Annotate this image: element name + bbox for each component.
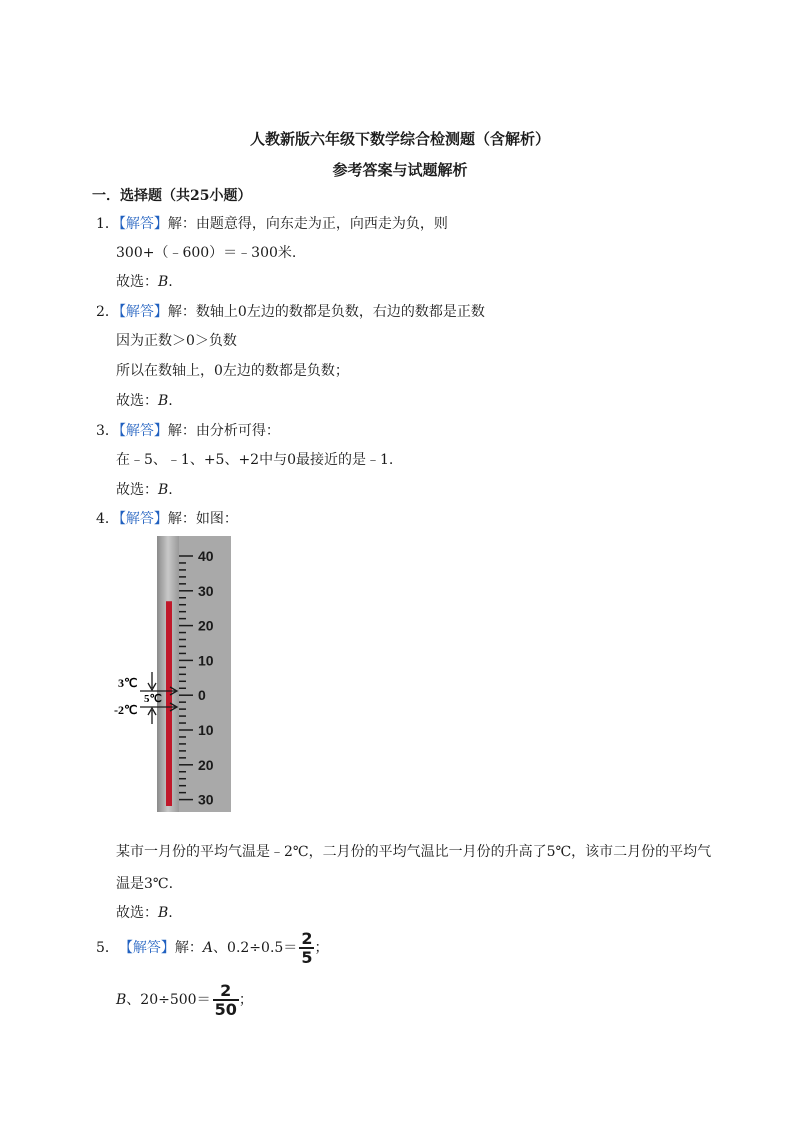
answer-choice: 故选：B. xyxy=(116,274,173,290)
fraction-a: $\frac{2}{5}$ xyxy=(301,929,313,967)
thermometer-figure xyxy=(110,534,235,814)
question-2 xyxy=(96,302,485,322)
answer-choice: 故选：B. xyxy=(116,905,173,921)
question-number: 3． xyxy=(96,423,119,439)
answer-line: 300+（﹣600）＝﹣300米. xyxy=(116,245,297,261)
tick-label: 10 xyxy=(198,722,214,738)
document-subtitle: 参考答案与试题解析 xyxy=(332,161,468,179)
question-5: 5． 【解答】 解： A 、0.2÷0.5＝ $\frac{2}{5}$ ； xyxy=(96,929,329,967)
answer-line: 在﹣5、﹣1、+5、+2中与0最接近的是﹣1. xyxy=(116,452,394,468)
answer-tag: 【解答】 xyxy=(118,940,175,956)
label-3c: 3℃ xyxy=(118,676,138,690)
question-1 xyxy=(96,214,448,234)
answer-line: 因为正数＞0＞负数 xyxy=(116,333,237,349)
answer-tag: 【解答】 xyxy=(118,304,168,320)
fraction-b: $\frac{2}{50}$ xyxy=(214,981,237,1019)
tick-label: 0 xyxy=(198,687,206,704)
answer-line: 所以在数轴上，0左边的数都是负数； xyxy=(116,363,349,379)
tick-label: 30 xyxy=(198,791,214,808)
answer-line: 某市一月份的平均气温是﹣2℃，二月份的平均气温比一月份的升高了5℃，该市二月份的平均气 xyxy=(116,844,712,860)
answer-choice: 故选：B. xyxy=(116,482,173,498)
answer-tag: 【解答】 xyxy=(118,511,168,527)
answer-line-b: B 、20÷500＝ $\frac{2}{50}$ ； xyxy=(116,981,253,1019)
label-5c: 5℃ xyxy=(144,693,162,705)
answer-text: 解：数轴上0左边的数都是负数，右边的数都是正数 xyxy=(167,304,485,320)
answer-text: 解：由分析可得： xyxy=(167,423,280,439)
answer-line: 温是3℃. xyxy=(116,876,174,892)
question-3 xyxy=(96,421,280,441)
answer-tag: 【解答】 xyxy=(118,423,168,439)
tick-label: 30 xyxy=(198,582,214,599)
question-number: 2． xyxy=(96,304,119,320)
answer-tag: 【解答】 xyxy=(118,216,168,232)
label-minus2c: -2℃ xyxy=(114,703,138,717)
answer-text: 解：由题意得，向东走为正，向西走为负，则 xyxy=(167,216,448,232)
tick-label: 20 xyxy=(198,756,214,773)
question-number: 1． xyxy=(96,216,119,232)
document-title: 人教新版六年级下数学综合检测题（含解析） xyxy=(249,130,550,148)
question-4 xyxy=(96,509,238,529)
option-b: B xyxy=(116,992,127,1008)
tick-label: 10 xyxy=(198,652,214,669)
option-a: A xyxy=(202,940,214,956)
tick-label: 40 xyxy=(198,548,214,564)
answer-choice: 故选：B. xyxy=(116,393,173,409)
answer-text: 解：如图： xyxy=(167,511,238,527)
tick-label: 20 xyxy=(198,617,214,634)
section-heading: 一．选择题（共25小题） xyxy=(92,188,252,204)
question-number: 5． xyxy=(96,940,119,956)
question-number: 4． xyxy=(96,511,119,527)
